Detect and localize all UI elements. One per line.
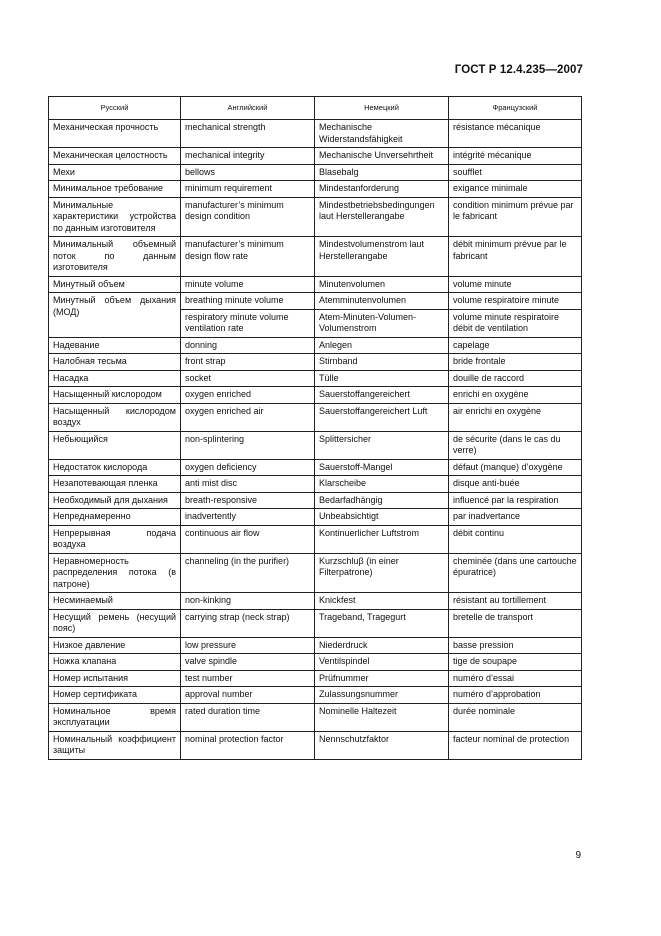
cell-french: volume respiratoire minute <box>449 293 582 310</box>
table-row <box>49 731 582 759</box>
cell-english: manufacturer’s minimum design condition <box>181 197 315 237</box>
cell-english: non-kinking <box>181 593 315 610</box>
cell-russian: Несминаемый <box>49 593 181 610</box>
cell-russian: Необходимый для дыхания <box>49 492 181 509</box>
cell-russian: Низкое давление <box>49 637 181 654</box>
cell-english: continuous air flow <box>181 525 315 553</box>
cell-russian: Минимальные характеристики устройства по данным изготовителя <box>49 197 181 237</box>
cell-french: disque anti-buée <box>449 476 582 493</box>
cell-english: inadvertently <box>181 509 315 526</box>
table-row <box>49 148 582 165</box>
cell-french: exigance minimale <box>449 181 582 198</box>
cell-french: débit continu <box>449 525 582 553</box>
table-row <box>49 593 582 610</box>
cell-french: influencé par la respiration <box>449 492 582 509</box>
cell-german: Unbeabsichtigt <box>315 509 449 526</box>
table-row <box>49 293 582 310</box>
cell-english: rated duration time <box>181 703 315 731</box>
cell-russian: Небьющийся <box>49 431 181 459</box>
cell-russian: Номинальное время эксплуатации <box>49 703 181 731</box>
cell-german: Kontinuerlicher Luftstrom <box>315 525 449 553</box>
cell-german: Mindestvolumenstrom laut Herstellerangabe <box>315 237 449 277</box>
cell-french: défaut (manque) d’oxygène <box>449 459 582 476</box>
cell-german: Stirnband <box>315 354 449 371</box>
cell-german: Zulassungsnummer <box>315 687 449 704</box>
cell-german: Mindestbetriebsbedingungen laut Herstellerangabe <box>315 197 449 237</box>
cell-english: minute volume <box>181 276 315 293</box>
cell-french: numéro d’approbation <box>449 687 582 704</box>
cell-russian: Несущий ремень (несущий пояс) <box>49 609 181 637</box>
cell-french: air enrichi en oxygène <box>449 403 582 431</box>
cell-french: basse pression <box>449 637 582 654</box>
page-number: 9 <box>575 850 581 861</box>
table-row <box>49 370 582 387</box>
cell-russian: Непрерывная подача воздуха <box>49 525 181 553</box>
table-row <box>49 476 582 493</box>
cell-german: Niederdruck <box>315 637 449 654</box>
cell-english: mechanical integrity <box>181 148 315 165</box>
table-row <box>49 459 582 476</box>
cell-french: durée nominale <box>449 703 582 731</box>
cell-french: résistance mécanique <box>449 120 582 148</box>
cell-french: volume minute <box>449 276 582 293</box>
cell-english: manufacturer’s minimum design flow rate <box>181 237 315 277</box>
cell-russian: Насыщенный кислородом <box>49 387 181 404</box>
table-row <box>49 197 582 237</box>
table-row <box>49 509 582 526</box>
table-row <box>49 703 582 731</box>
table-row <box>49 237 582 277</box>
cell-russian: Насадка <box>49 370 181 387</box>
cell-french: intégrité mécanique <box>449 148 582 165</box>
cell-german: Sauerstoffangereichert <box>315 387 449 404</box>
cell-german: Nennschutzfaktor <box>315 731 449 759</box>
table-row <box>49 687 582 704</box>
cell-english: non-splintering <box>181 431 315 459</box>
cell-russian: Минимальный объемный поток по данным изготовителя <box>49 237 181 277</box>
cell-german: Atemminutenvolumen <box>315 293 449 310</box>
standard-title: ГОСТ Р 12.4.235—2007 <box>454 64 583 76</box>
cell-russian: Неравномерность распределения потока (в патроне) <box>49 553 181 593</box>
cell-russian: Непреднамеренно <box>49 509 181 526</box>
cell-german: Nominelle Haltezeit <box>315 703 449 731</box>
cell-english: breath-responsive <box>181 492 315 509</box>
table-row <box>49 181 582 198</box>
cell-french: volume minute respiratoire débit de ventilation <box>449 309 582 337</box>
cell-german: Minutenvolumen <box>315 276 449 293</box>
table-row <box>49 670 582 687</box>
table-header-row <box>49 97 582 120</box>
table-row <box>49 431 582 459</box>
table-row <box>49 387 582 404</box>
cell-french: débit minimum prévue par le fabricant <box>449 237 582 277</box>
table-row <box>49 354 582 371</box>
cell-russian: Минимальное требование <box>49 181 181 198</box>
cell-french: douille de raccord <box>449 370 582 387</box>
cell-english: channeling (in the purifier) <box>181 553 315 593</box>
cell-french: bretelle de transport <box>449 609 582 637</box>
cell-german: Splittersicher <box>315 431 449 459</box>
table-row <box>49 654 582 671</box>
terminology-table <box>48 96 582 760</box>
cell-english: bellows <box>181 164 315 181</box>
table-row <box>49 120 582 148</box>
cell-german: Sauerstoffangereichert Luft <box>315 403 449 431</box>
cell-german: Mindestanforderung <box>315 181 449 198</box>
cell-french: cheminée (dans une cartouche épuratrice) <box>449 553 582 593</box>
column-header-german: Немецкий <box>315 97 449 120</box>
column-header-russian: Русский <box>49 97 181 120</box>
cell-french: de sécurite (dans le cas du verre) <box>449 431 582 459</box>
cell-russian: Недостаток кислорода <box>49 459 181 476</box>
cell-english: oxygen deficiency <box>181 459 315 476</box>
cell-french: par inadvertance <box>449 509 582 526</box>
table-row <box>49 164 582 181</box>
cell-french: enrichi en oxygène <box>449 387 582 404</box>
table-row <box>49 525 582 553</box>
cell-german: Mechanische Widerstandsfähigkeit <box>315 120 449 148</box>
cell-english: socket <box>181 370 315 387</box>
cell-russian: Минутный объем <box>49 276 181 293</box>
cell-english: donning <box>181 337 315 354</box>
cell-english: carrying strap (neck strap) <box>181 609 315 637</box>
cell-german: Prüfnummer <box>315 670 449 687</box>
cell-german: Bedarfadhängig <box>315 492 449 509</box>
cell-german: Anlegen <box>315 337 449 354</box>
cell-russian: Механическая целостность <box>49 148 181 165</box>
cell-english: oxygen enriched <box>181 387 315 404</box>
cell-english: valve spindle <box>181 654 315 671</box>
cell-french: soufflet <box>449 164 582 181</box>
cell-english: breathing minute volume <box>181 293 315 310</box>
cell-english: approval number <box>181 687 315 704</box>
cell-french: facteur nominal de protection <box>449 731 582 759</box>
cell-russian: Ножка клапана <box>49 654 181 671</box>
cell-russian: Незапотевающая пленка <box>49 476 181 493</box>
cell-german: Mechanische Unversehrtheit <box>315 148 449 165</box>
cell-english: front strap <box>181 354 315 371</box>
table-row <box>49 637 582 654</box>
cell-russian: Номер испытания <box>49 670 181 687</box>
cell-english: low pressure <box>181 637 315 654</box>
cell-russian: Надевание <box>49 337 181 354</box>
cell-russian: Насыщенный кислородом воздух <box>49 403 181 431</box>
cell-russian: Минутный объем дыхания (МОД) <box>49 293 181 338</box>
cell-german: Knickfest <box>315 593 449 610</box>
cell-russian: Номинальный коэффициент защиты <box>49 731 181 759</box>
cell-french: tige de soupape <box>449 654 582 671</box>
cell-french: numéro d’essai <box>449 670 582 687</box>
cell-russian: Мехи <box>49 164 181 181</box>
cell-russian: Налобная тесьма <box>49 354 181 371</box>
cell-english: mechanical strength <box>181 120 315 148</box>
cell-german: Atem-Minuten-Volumen-Volumenstrom <box>315 309 449 337</box>
cell-russian: Механическая прочность <box>49 120 181 148</box>
cell-french: capelage <box>449 337 582 354</box>
cell-german: Kurzschluβ (in einer Filterpatrone) <box>315 553 449 593</box>
cell-german: Trageband, Tragegurt <box>315 609 449 637</box>
cell-german: Klarscheibe <box>315 476 449 493</box>
cell-russian: Номер сертификата <box>49 687 181 704</box>
table-row <box>49 553 582 593</box>
cell-french: résistant au tortillement <box>449 593 582 610</box>
column-header-french: Французский <box>449 97 582 120</box>
cell-french: bride frontale <box>449 354 582 371</box>
table-row <box>49 492 582 509</box>
table-row <box>49 403 582 431</box>
cell-english: respiratory minute volume ventilation rate <box>181 309 315 337</box>
table-row <box>49 609 582 637</box>
cell-english: minimum requirement <box>181 181 315 198</box>
cell-english: test number <box>181 670 315 687</box>
cell-english: oxygen enriched air <box>181 403 315 431</box>
table-row <box>49 276 582 293</box>
cell-german: Sauerstoff-Mangel <box>315 459 449 476</box>
cell-english: anti mist disc <box>181 476 315 493</box>
table-row <box>49 337 582 354</box>
cell-german: Tülle <box>315 370 449 387</box>
column-header-english: Английский <box>181 97 315 120</box>
cell-german: Ventilspindel <box>315 654 449 671</box>
cell-french: condition minimum prévue par le fabricant <box>449 197 582 237</box>
cell-german: Blasebalg <box>315 164 449 181</box>
cell-english: nominal protection factor <box>181 731 315 759</box>
